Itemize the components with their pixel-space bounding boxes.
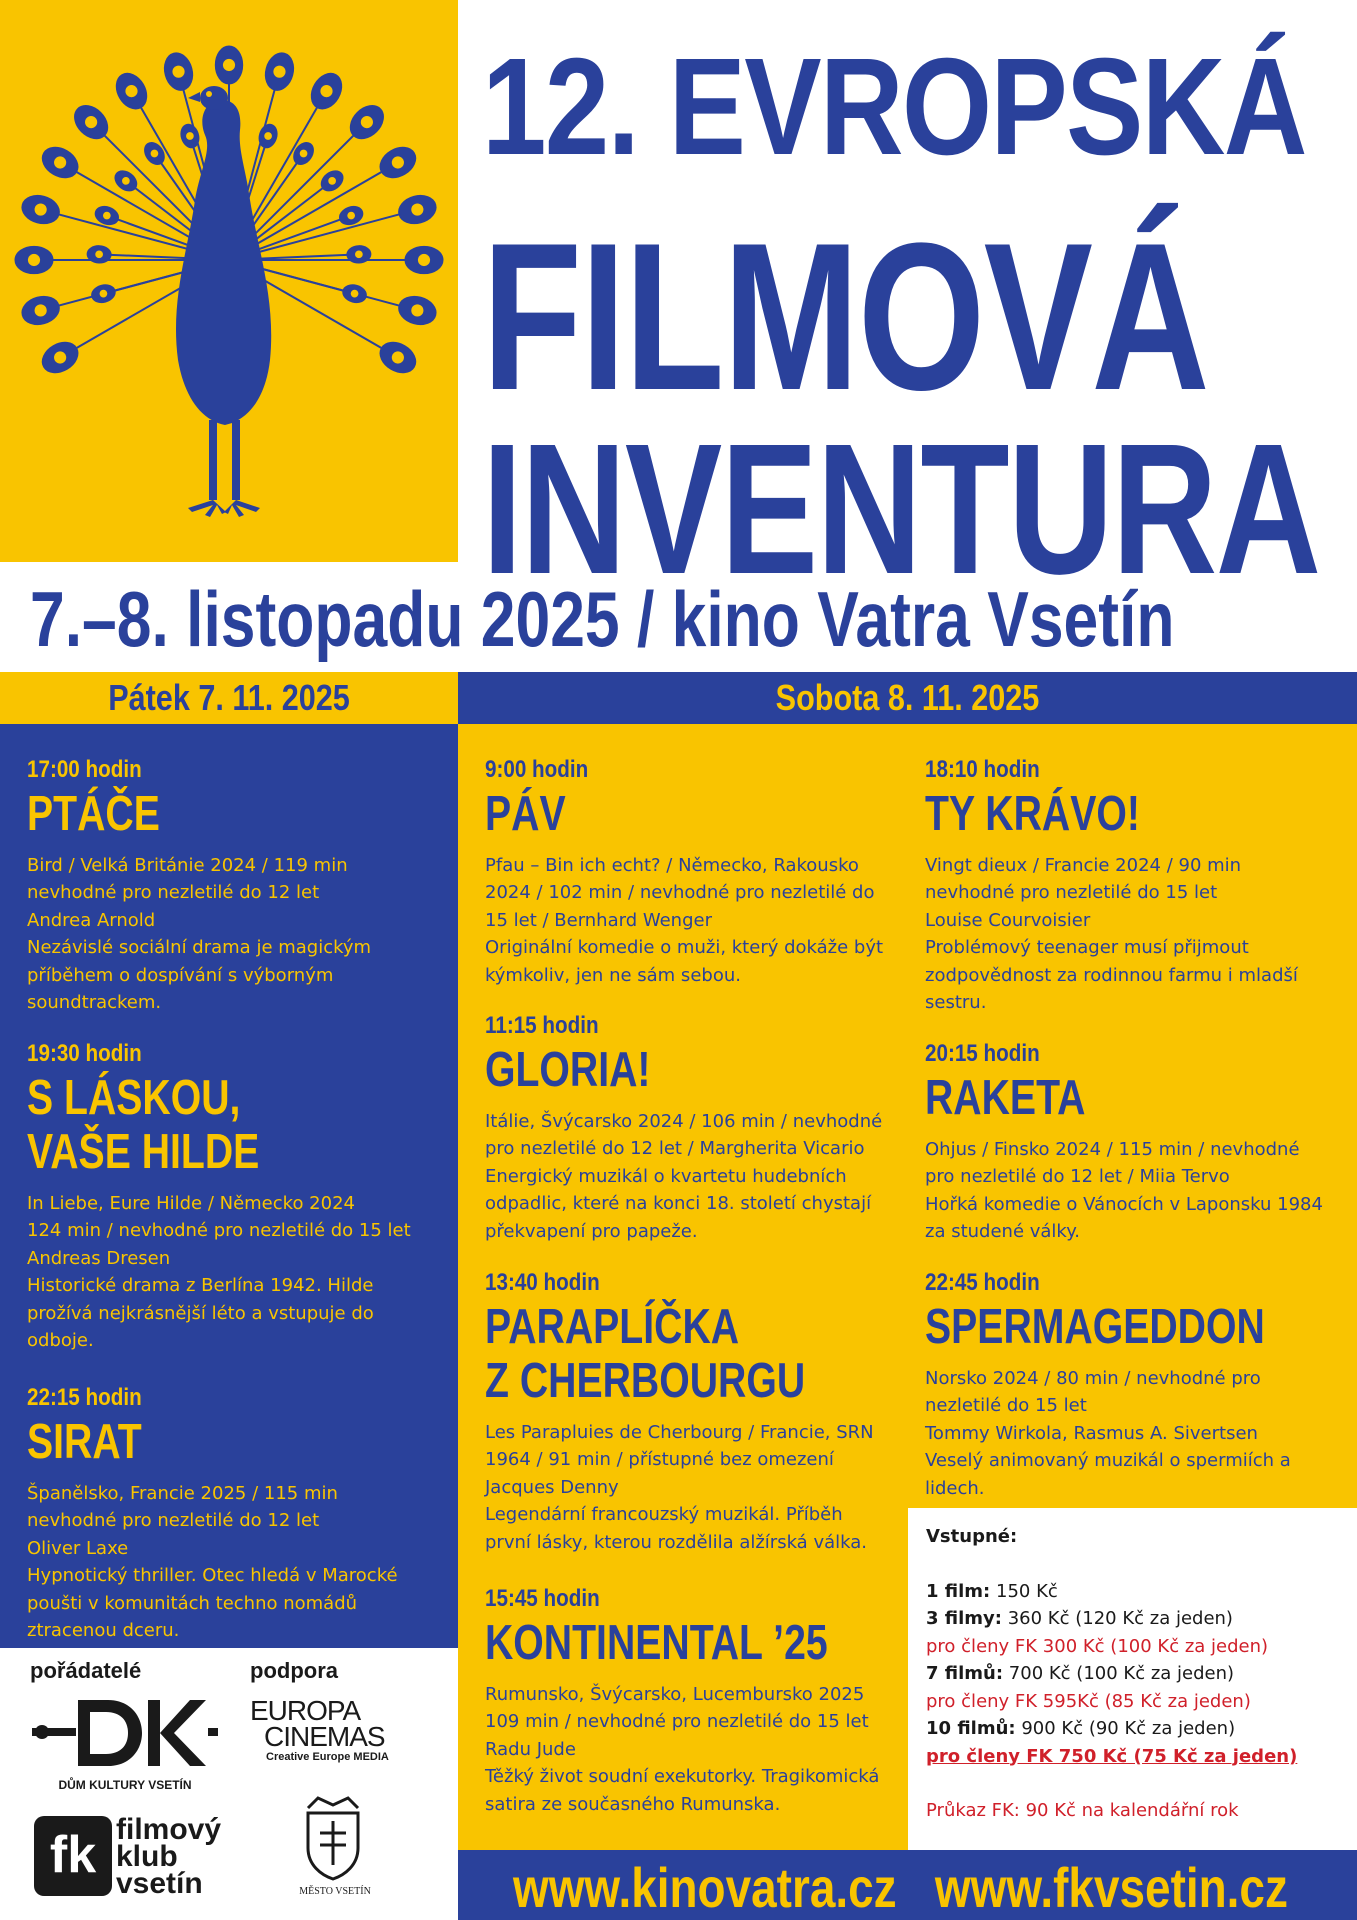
film-description: Les Parapluies de Cherbourg / Francie, SRN 1964 / 91 min / přístupné bez omezení Jacques Denny Legendární francouzský muzikál. Příběh první lásky, kterou rozdělila alžírská válka. [485, 1421, 874, 1553]
feather-eye-dot [172, 66, 184, 78]
feather-eye-dot [151, 150, 159, 158]
film-title: PTÁČE [27, 787, 160, 841]
member-price-row: pro členy FK 595Kč (85 Kč za jeden) [926, 1690, 1251, 1712]
feather-eye-dot [300, 150, 308, 158]
film-time: 18:10 hodin [925, 756, 1040, 783]
film-card [485, 1014, 905, 1245]
friday-label: Pátek 7. 11. 2025 [108, 677, 350, 718]
film-description: In Liebe, Eure Hilde / Německo 2024 124 min / nevhodné pro nezletilé do 15 let Andreas Dresen Historické drama z Berlína 1942. Hilde prožívá nejkrásnější léto a vstupuje do odboje. [27, 1192, 411, 1352]
film-title: S LÁSKOU, VAŠE HILDE [27, 1071, 260, 1179]
feather-eye-dot [351, 290, 359, 298]
sponsors-panel [0, 1648, 458, 1920]
feather-eye-dot [28, 254, 40, 266]
film-description: Rumunsko, Švýcarsko, Lucembursko 2025 109 min / nevhodné pro nezletilé do 15 let Radu Jude Těžký život soudní exekutorky. Tragikomická satira ze současného Rumunska. [485, 1683, 880, 1815]
city-name: MĚSTO VSETÍN [299, 1886, 371, 1897]
footer [458, 1850, 1357, 1920]
title-line-3: INVENTURA [482, 406, 1320, 613]
price-row: 10 filmů: 900 Kč (90 Kč za jeden) [926, 1718, 1236, 1739]
member-price-row: pro členy FK 300 Kč (100 Kč za jeden) [926, 1635, 1269, 1657]
feather-eye-dot [100, 290, 108, 298]
prices [926, 1523, 1346, 1825]
feather-eye-dot [273, 66, 285, 78]
fk-name: filmový klub vsetín [116, 1813, 222, 1900]
film-time: 9:00 hodin [485, 756, 589, 783]
saturday-label: Sobota 8. 11. 2025 [775, 677, 1040, 718]
film-title: KONTINENTAL ’25 [485, 1616, 828, 1670]
film-title: RAKETA [925, 1071, 1086, 1125]
film-time: 17:00 hodin [27, 756, 142, 783]
film-card [925, 1042, 1345, 1246]
film-description: Ohjus / Finsko 2024 / 115 min / nevhodné pro nezletilé do 12 let / Miia Tervo Hořká komedie o Vánocích v Laponsku 1984 za studené války. [925, 1138, 1323, 1243]
prices-heading: Vstupné: [926, 1526, 1018, 1547]
film-title: GLORIA! [485, 1043, 651, 1097]
film-description: Itálie, Švýcarsko 2024 / 106 min / nevhodné pro nezletilé do 12 let / Margherita Vicario Energický muzikál o kvartetu hudebních odpadlic, které na konci 18. století chystají překvapení pro papeže. [485, 1110, 883, 1242]
feather-eye-dot [347, 212, 355, 220]
film-card [485, 1587, 905, 1818]
title-line-1: 12. EVROPSKÁ [482, 30, 1306, 184]
film-card [27, 758, 447, 1017]
date-venue: 7.–8. listopadu 2025 / kino Vatra Vsetín [30, 575, 1175, 663]
price-row: 3 filmy: 360 Kč (120 Kč za jeden) [926, 1608, 1233, 1629]
feather-eye-dot [392, 156, 404, 168]
feather-eye-dot [122, 177, 130, 185]
film-time: 11:15 hodin [485, 1012, 599, 1039]
feather-eye-dot [125, 85, 137, 97]
peacock-panel [0, 0, 458, 562]
film-title: SPERMAGEDDON [925, 1300, 1265, 1354]
film-time: 15:45 hodin [485, 1585, 600, 1612]
feather-eye-dot [223, 59, 235, 71]
feather-eye-dot [328, 177, 336, 185]
film-title: SIRAT [27, 1415, 142, 1469]
feather-eye-dot [320, 85, 332, 97]
feather-eye-dot [54, 156, 66, 168]
support-label: podpora [250, 1658, 338, 1683]
film-description: Španělsko, Francie 2025 / 115 min nevhodné pro nezletilé do 12 let Oliver Laxe Hypnotický thriller. Otec hledá v Marocké poušti v komunitách techno nomádů ztracenou dceru. [27, 1482, 398, 1642]
film-card [27, 1042, 447, 1355]
film-description: Bird / Velká Británie 2024 / 119 min nevhodné pro nezletilé do 12 let Andrea Arnold Nezávislé sociální drama je magickým příběhem o dospívání s výborným soundtrackem. [27, 854, 372, 1014]
feather-eye-dot [411, 304, 423, 316]
title-line-2: FILMOVÁ [482, 199, 1209, 434]
film-description: Norsko 2024 / 80 min / nevhodné pro nezletilé do 15 let Tommy Wirkola, Rasmus A. Sivertsen Veselý animovaný muzikál o spermiích a lidech. [925, 1367, 1291, 1499]
film-card [925, 758, 1345, 1017]
film-description: Vingt dieux / Francie 2024 / 90 min nevhodné pro nezletilé do 15 let Louise Courvoisier Problémový teenager musí přijmout zodpovědnost za rodinnou farmu i mladší sestru. [925, 854, 1298, 1014]
price-row: 1 film: 150 Kč [926, 1580, 1058, 1602]
film-card [485, 758, 905, 989]
feather-eye-dot [54, 351, 66, 363]
film-time: 13:40 hodin [485, 1269, 600, 1296]
feather-eye-dot [392, 351, 404, 363]
peacock-logo-icon [0, 0, 458, 562]
film-time: 22:15 hodin [27, 1384, 142, 1411]
film-card [485, 1271, 905, 1556]
feather-eye-dot [95, 250, 103, 258]
feather-eye-dot [85, 116, 97, 128]
member-price-row: pro členy FK 750 Kč (75 Kč za jeden) [926, 1745, 1298, 1767]
film-description: Pfau – Bin ich echt? / Německo, Rakousko 2024 / 102 min / nevhodné pro nezletilé do 15 let / Bernhard Wenger Originální komedie o muži, který dokáže být kýmkoliv, jen ne sám sebou. [485, 854, 884, 986]
film-card [925, 1271, 1345, 1502]
feather-eye-dot [361, 116, 373, 128]
film-card [27, 1386, 447, 1645]
film-title: PÁV [485, 787, 566, 841]
feather-eye-dot [355, 250, 363, 258]
film-title: PARAPLÍČKA Z CHERBOURGU [485, 1300, 806, 1408]
saturday-header [458, 672, 1357, 724]
feather-eye-dot [186, 132, 194, 140]
europa-cinemas-logo: EUROPA CINEMAS Creative Europe MEDIA [250, 1695, 389, 1763]
price-row: 7 filmů: 700 Kč (100 Kč za jeden) [926, 1663, 1235, 1684]
feather-eye-dot [411, 203, 423, 215]
dk-name: DŮM KULTURY VSETÍN [58, 1778, 192, 1792]
film-time: 20:15 hodin [925, 1040, 1040, 1067]
feather-eye-dot [418, 254, 430, 266]
membership-card-price: Průkaz FK: 90 Kč na kalendářní rok [926, 1800, 1239, 1821]
footer-urls[interactable]: www.kinovatra.cz www.fkvsetin.cz [513, 1856, 1288, 1919]
film-time: 19:30 hodin [27, 1040, 142, 1067]
organizers-label: pořádatelé [30, 1658, 142, 1683]
feather-eye-dot [35, 304, 47, 316]
city-crest-icon [298, 1793, 368, 1883]
feather-eye-dot [103, 212, 111, 220]
fk-badge-icon: fk [34, 1816, 112, 1896]
friday-header [0, 672, 458, 724]
film-title: TY KRÁVO! [925, 787, 1140, 841]
feather-eye-dot [35, 203, 47, 215]
feather-eye-dot [264, 132, 272, 140]
film-time: 22:45 hodin [925, 1269, 1040, 1296]
